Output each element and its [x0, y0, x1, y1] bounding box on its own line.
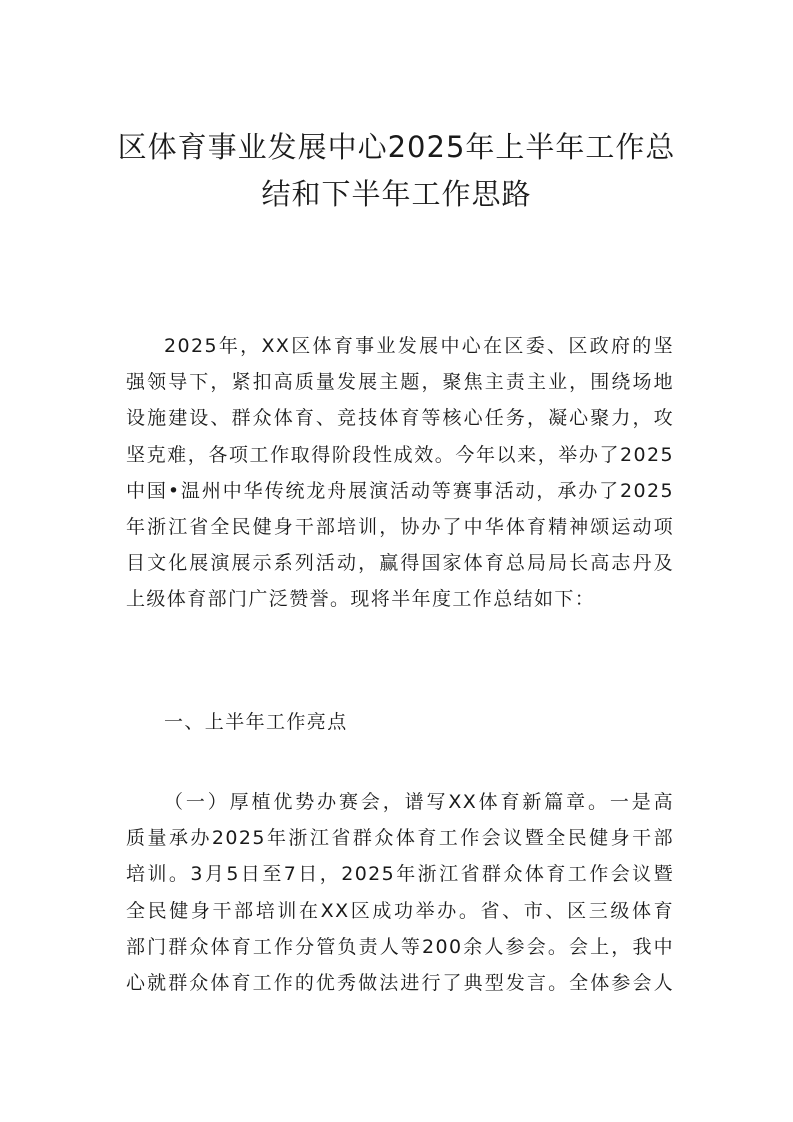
- title-line-2: 结和下半年工作思路: [261, 177, 532, 211]
- paragraph-line: 上级体育部门广泛赞誉。现将半年度工作总结如下：: [126, 588, 596, 611]
- paragraph-line: 设施建设、群众体育、竞技体育等核心任务，凝心聚力，攻: [126, 407, 674, 430]
- document-title: [110, 124, 683, 218]
- paragraph-line: 目文化展演展示系列活动，赢得国家体育总局局长高志丹及: [126, 552, 674, 575]
- paragraph-line: （一）厚植优势办赛会，谱写XX体育新篇章。一是高: [164, 791, 674, 813]
- intro-paragraph: [126, 328, 674, 618]
- paragraph-line: 强领导下，紧扣高质量发展主题，聚焦主责主业，围绕场地: [126, 371, 674, 394]
- paragraph-line: 质量承办2025年浙江省群众体育工作会议暨全民健身干部: [126, 827, 674, 850]
- paragraph-line: 坚克难，各项工作取得阶段性成效。今年以来，举办了2025: [126, 443, 674, 466]
- paragraph-line: 心就群众体育工作的优秀做法进行了典型发言。全体参会人: [126, 971, 674, 994]
- paragraph-line: 部门群众体育工作分管负责人等200余人参会。会上，我中: [126, 935, 674, 958]
- paragraph-line: 全民健身干部培训在XX区成功举办。省、市、区三级体育: [126, 899, 674, 922]
- title-line-1: 区体育事业发展中心2025年上半年工作总: [117, 130, 676, 164]
- paragraph-line: 培训。3月5日至7日，2025年浙江省群众体育工作会议暨: [126, 863, 674, 886]
- paragraph-line: 2025年，XX区体育事业发展中心在区委、区政府的坚: [164, 335, 674, 357]
- paragraph-line: 中国•温州中华传统龙舟展演活动等赛事活动，承办了2025: [126, 479, 674, 502]
- section-paragraph: [126, 784, 674, 1001]
- section-heading: [126, 704, 674, 740]
- paragraph-line: 年浙江省全民健身干部培训，协办了中华体育精神颂运动项: [126, 515, 674, 538]
- section-heading-text: 一、上半年工作亮点: [164, 711, 348, 733]
